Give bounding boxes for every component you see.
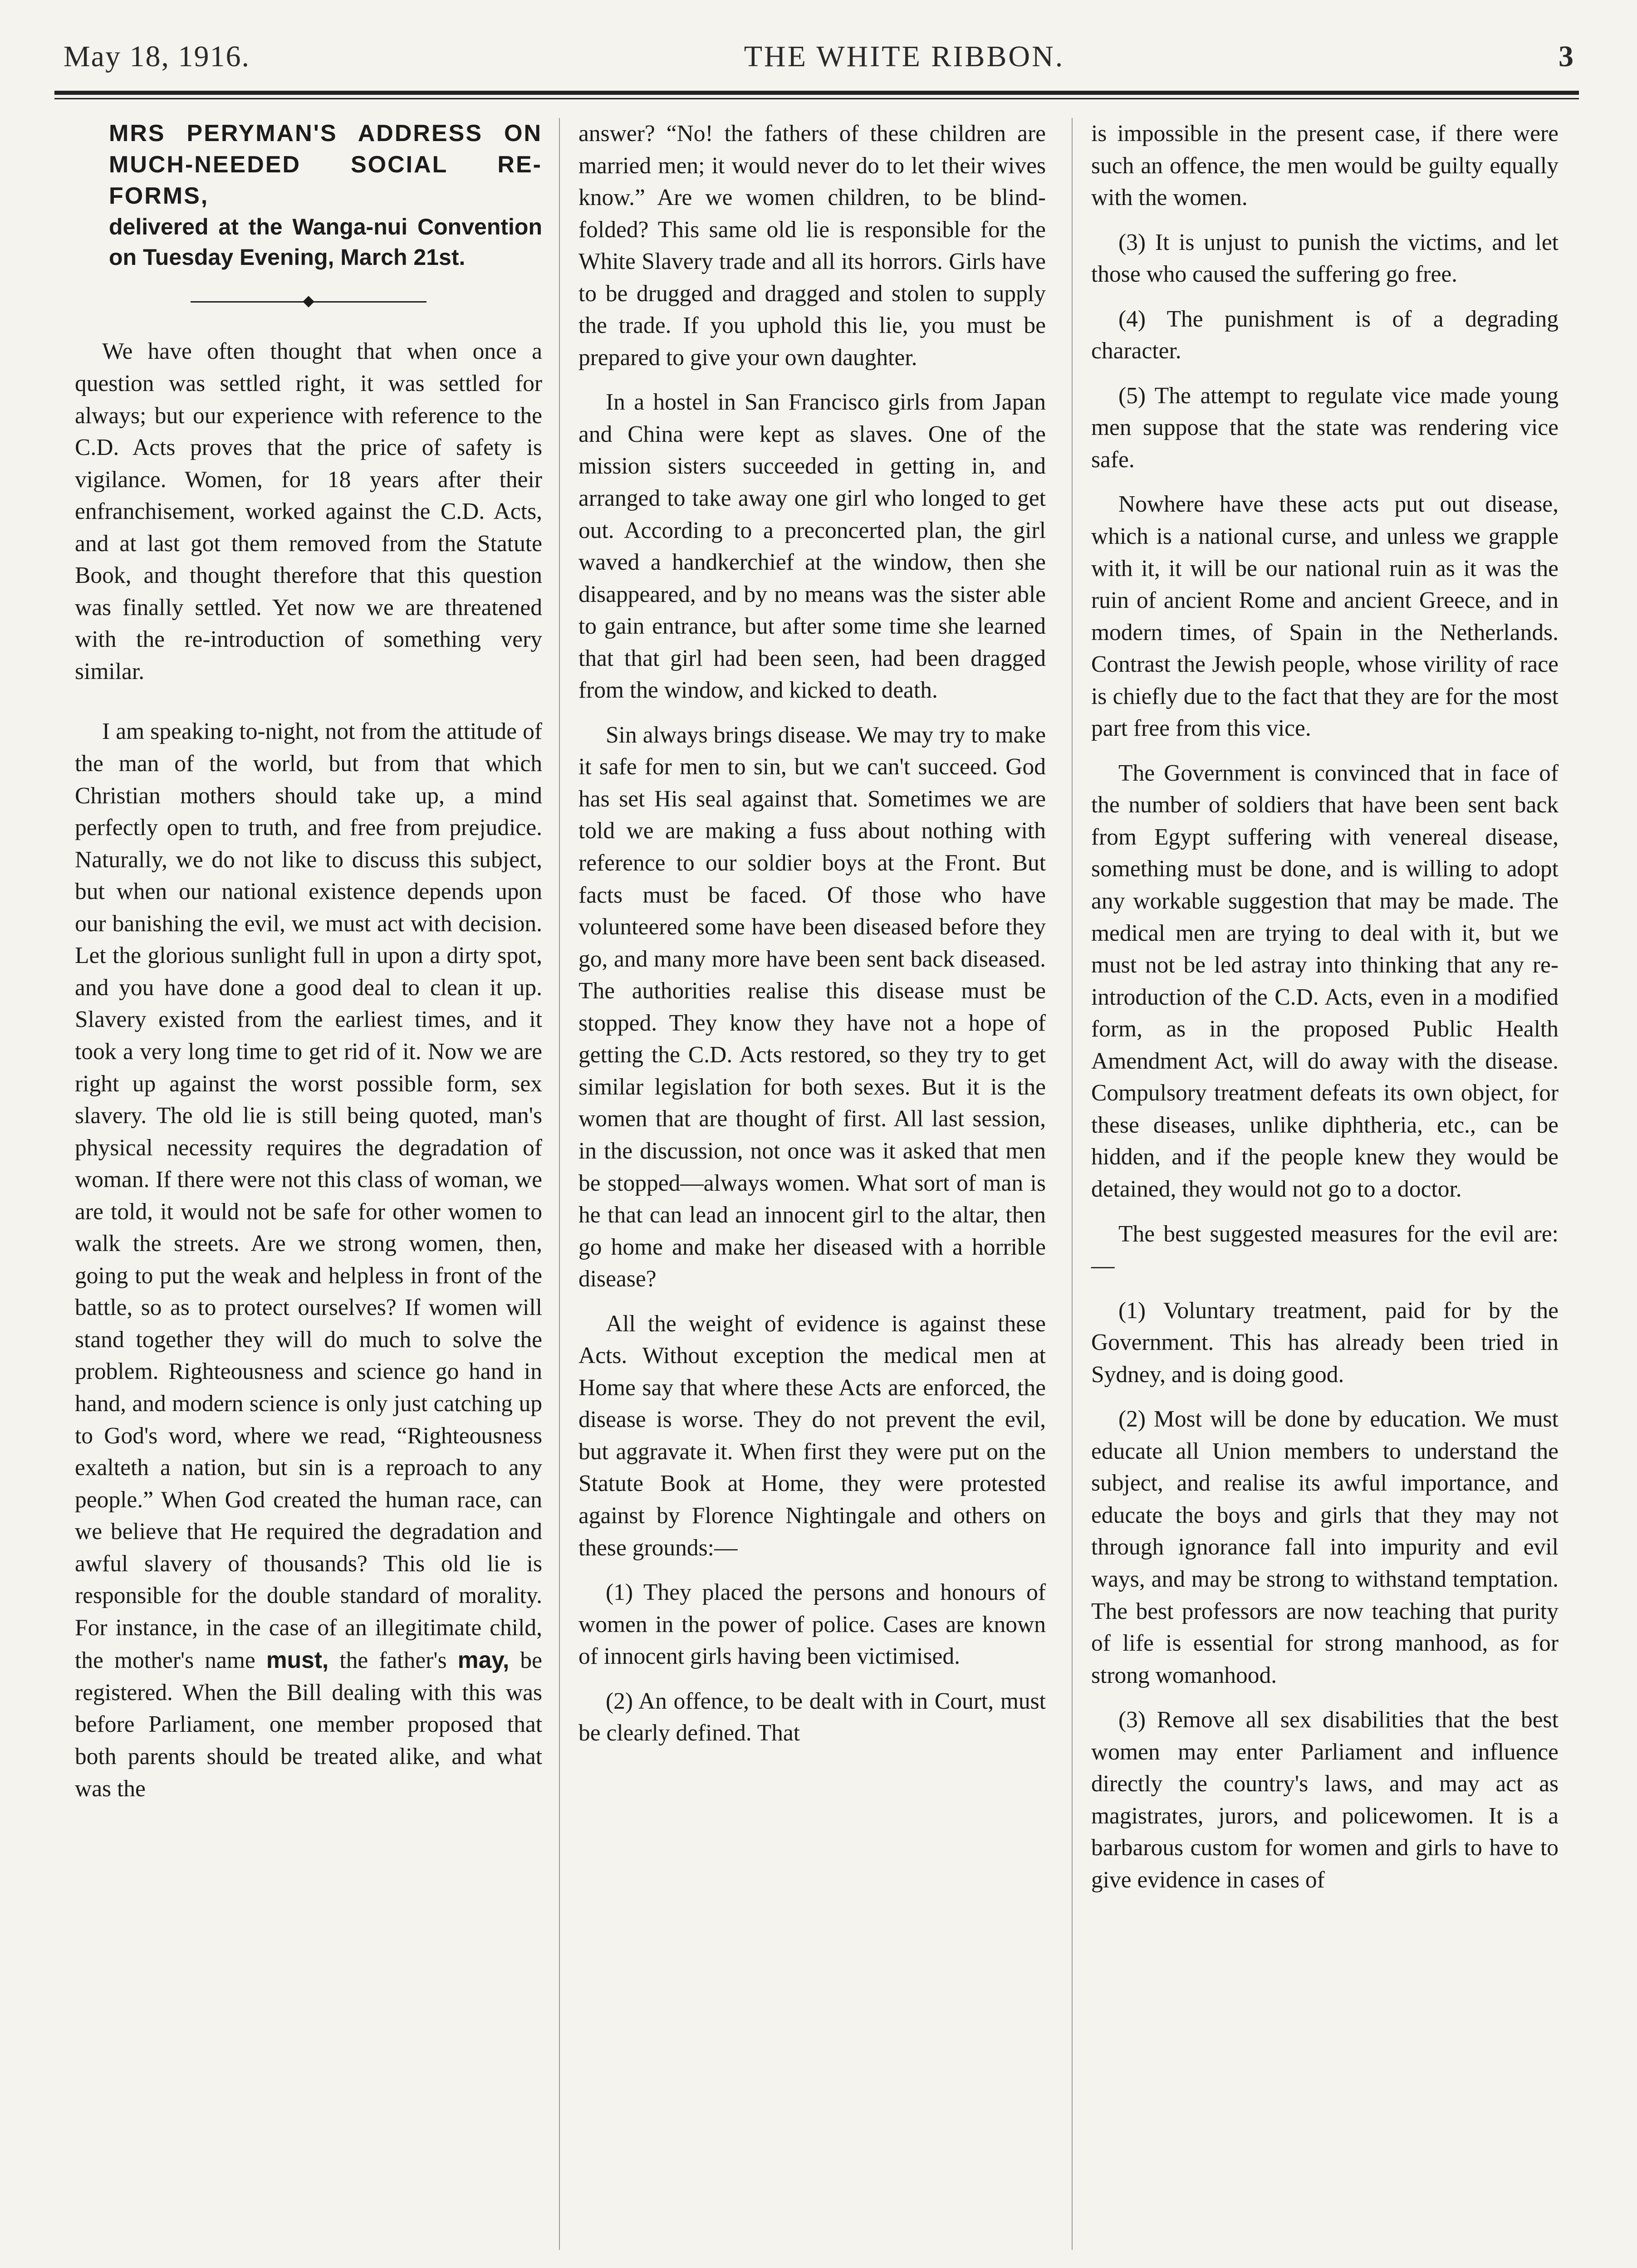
article-headline: MRS PERYMAN'S ADDRESS ON MUCH-NEEDED SOCIAL RE-FORMS, xyxy=(109,120,542,210)
emphasis-must: must, xyxy=(266,1647,329,1673)
paragraph: The Government is convinced that in face of the number of soldiers that have been sent back from Egypt suffering with venereal disease, something must be done, and is willing to adopt any workable suggestion that may be made. The medical men are trying to deal with it, but we must not be led astray into thinking that any re-introduction of the C.D. Acts, even in a modified form, as in the proposed Public Health Amendment Act, will do away with the disease. Compulsory treatment defeats its own object, for these diseases, unlike diphtheria, etc., can be hidden, and if the people knew they would be detained, they would not go to a doctor. xyxy=(1091,760,1559,1202)
header-rule-thick xyxy=(54,91,1579,95)
paragraph: (1) Voluntary treatment, paid for by the Government. This has already been tried in Sydney, and is doing good. xyxy=(1091,1297,1559,1388)
ornamental-divider xyxy=(191,295,426,308)
paragraph: (1) They placed the persons and honours of women in the power of police. Cases are known of innocent girls having been victimised. xyxy=(578,1579,1046,1670)
column-3 xyxy=(1091,118,1559,1896)
publication-title: THE WHITE RIBBON. xyxy=(744,40,1065,73)
paragraph: All the weight of evidence is against these Acts. Without exception the medical men at Home say that where these Acts are enforced, the disease is worse. They do not prevent the evil, but aggravate it. When first they were put on the Statute Book at Home, they were protested against by Florence Nightingale and others on these grounds:— xyxy=(578,1310,1046,1561)
paragraph: (3) It is unjust to punish the victims, and let those who caused the suffering go free. xyxy=(1091,229,1559,288)
paragraph: Sin always brings disease. We may try to make it safe for men to sin, but we can't succeed. God has set His seal against that. Sometimes we are told we are making a fuss about nothing with reference to our soldier boys at the Front. But facts must be faced. Of those who have volunteered some have been diseased before they go, and many more have been sent back diseased. The authorities realise this disease must be stopped. They know they have not a hope of getting the C.D. Acts restored, so they try to get similar legislation for both sexes. But it is the women that are thought of first. All last session, in the discussion, not once was it asked that men be stopped—always women. What sort of man is he that can lead an innocent girl to the altar, then go home and make her diseased with a horrible disease? xyxy=(578,722,1046,1292)
article-subhead: delivered at the Wanga-nui Convention on Tuesday Evening, March 21st. xyxy=(109,214,542,270)
issue-date: May 18, 1916. xyxy=(64,40,250,73)
paragraph: The best suggested measures for the evil are:— xyxy=(1091,1221,1559,1279)
diamond-ornament-icon xyxy=(303,296,314,308)
column-divider xyxy=(559,118,560,2250)
paragraph-text: be registered. When the Bill dealing with this was before Parliament, one member proposed that both parents should be treated alike, and what was the xyxy=(75,1647,543,1802)
paragraph: (3) Remove all sex disabilities that the best women may enter Parliament and influence directly the country's laws, and may act as magistrates, jurors, and policewomen. It is a barbarous custom for women and girls to have to give evidence in cases of xyxy=(1091,1707,1559,1893)
column-2 xyxy=(578,118,1046,1750)
paragraph: is impossible in the present case, if there were such an offence, the men would be guilty equally with the women. xyxy=(1091,121,1559,211)
paragraph-text: I am speaking to-night, not from the attitude of the man of the world, but from that which Christian mothers should take up, a mind perfectly open to truth, and free from prejudice. Naturally, we do not like to discuss this subject, but when our national existence depends upon our banishing the evil, we must act with decision. Let the glorious sunlight full in upon a dirty spot, and you have done a good deal to clean it up. Slavery existed from the earliest times, and it took a very long time to get rid of it. Now we are right up against the worst possible form, sex slavery. The old lie is still being quoted, man's physical necessity requires the degradation of woman. If there were not this class of woman, we are told, it would not be safe for other women to walk the streets. Are we strong women, then, going to put the weak and helpless in front of the battle, so as to protect ourselves? If women will stand together they will do much to solve the problem. Righteousness and science go hand in hand, and modern science is only just catching up to God's word, where we read, “Righteousness exalteth a nation, but sin is a reproach to any people.” When God created the human race, can we believe that He required the degradation and awful slavery of thousands? This old lie is responsible for the double standard of morality. For instance, in the case of an illegitimate child, the mother's name xyxy=(75,719,542,1674)
paragraph: Nowhere have these acts put out disease, which is a national curse, and unless we grapple with it, it will be our national ruin as it was the ruin of ancient Rome and ancient Greece, and in modern times, of Spain in the Netherlands. Contrast the Jewish people, whose virility of race is chiefly due to the fact that they are for the most part free from this vice. xyxy=(1091,491,1559,742)
paragraph-text: the father's xyxy=(339,1647,447,1674)
paragraph: (5) The attempt to regulate vice made young men suppose that the state was rendering vice safe. xyxy=(1091,382,1559,473)
header-rule-thin xyxy=(54,98,1579,99)
page-number: 3 xyxy=(1559,40,1574,73)
paragraph xyxy=(75,716,542,1805)
column-divider xyxy=(1072,118,1073,2250)
page-header xyxy=(64,32,1574,82)
paragraph: (4) The punishment is of a degrading character. xyxy=(1091,306,1559,364)
column-1 xyxy=(75,118,542,1805)
paragraph: (2) An offence, to be dealt with in Court, must be clearly defined. That xyxy=(578,1688,1046,1746)
paragraph: answer? “No! the fathers of these children are married men; it would never do to let their wives know.” Are we women children, to be blind-folded? This same old lie is responsible for the White Slavery trade and all its horrors. Girls have to be drugged and dragged and stolen to supply the trade. If you uphold this lie, you must be prepared to give your own daughter. xyxy=(578,121,1046,371)
emphasis-may: may, xyxy=(457,1647,510,1673)
paragraph: (2) Most will be done by education. We must educate all Union members to understand the subject, and realise its awful importance, and educate the boys and girls that they may not through ignorance fall into impurity and evil ways, and may be strong to withstand temptation. The best professors are now teaching that purity of life is essential for strong manhood, as for strong womanhood. xyxy=(1091,1406,1559,1688)
paragraph: In a hostel in San Francisco girls from Japan and China were kept as slaves. One of the mission sisters succeeded in getting in, and arranged to take away one girl who longed to get out. According to a preconcerted plan, the girl waved a handkerchief at the window, then she disappeared, and by no means was the sister able to gain entrance, but after some time she learned that that girl had been seen, had been dragged from the window, and kicked to death. xyxy=(578,389,1046,704)
paragraph: We have often thought that when once a question was settled right, it was settled for always; but our experience with reference to the C.D. Acts proves that the price of safety is vigilance. Women, for 18 years after their enfranchisement, worked against the C.D. Acts, and at last got them removed from the Statute Book, and thought therefore that this question was finally settled. Yet now we are threatened with the re-introduction of something very similar. xyxy=(75,338,542,684)
